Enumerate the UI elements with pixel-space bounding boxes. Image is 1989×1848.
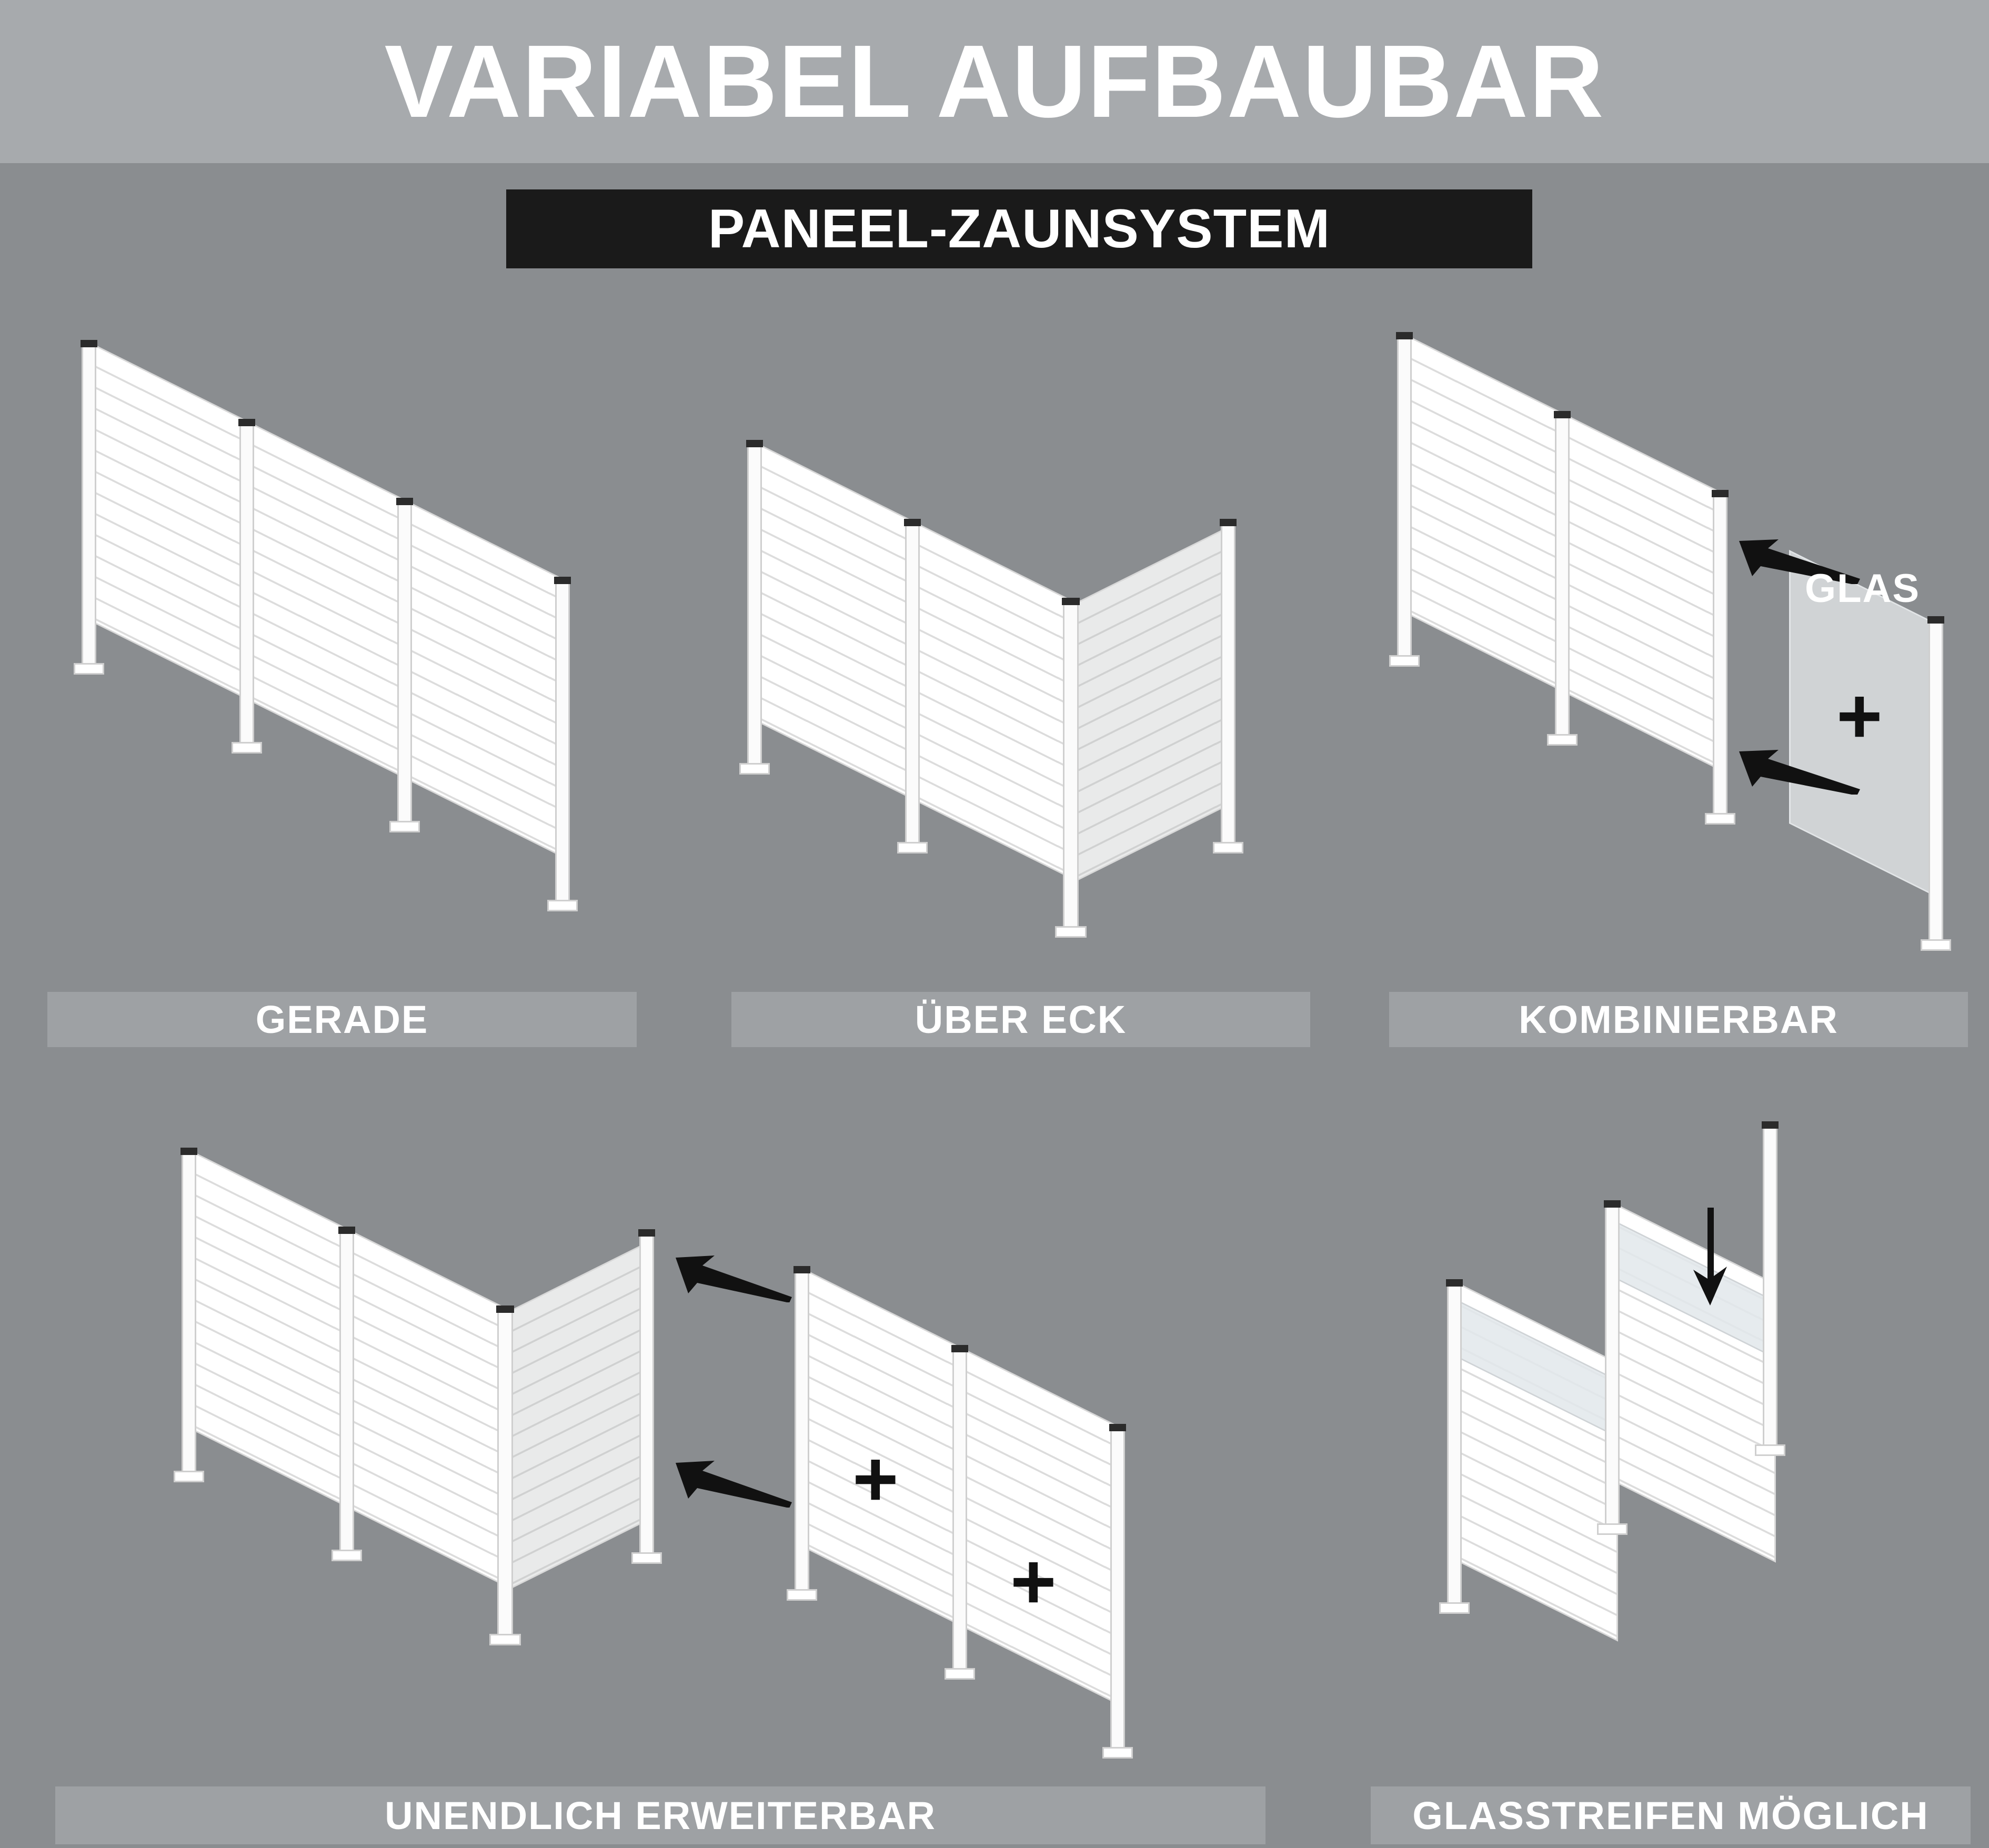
post-cap: [793, 1266, 810, 1273]
caption-label: UNENDLICH ERWEITERBAR: [385, 1793, 936, 1837]
fence-post: [555, 581, 570, 902]
post-cap: [1712, 490, 1729, 497]
fence-post: [639, 1234, 654, 1555]
fence-post: [182, 1152, 196, 1473]
post-foot: [174, 1471, 204, 1482]
fence-post: [747, 445, 762, 766]
panel-slats: [96, 347, 251, 700]
figure-ueber-eck: [731, 416, 1310, 979]
caption-label: KOMBINIERBAR: [1519, 998, 1839, 1041]
post-cap: [1109, 1424, 1126, 1431]
fence-post: [1110, 1429, 1125, 1750]
fence-panel: [195, 1152, 353, 1510]
post-cap: [1220, 519, 1237, 526]
post-cap: [904, 519, 921, 526]
fence-post-corner: [497, 1310, 513, 1636]
fence-post: [1605, 1205, 1620, 1526]
post-foot: [74, 663, 104, 675]
caption-unendlich: [55, 1786, 1265, 1844]
figure-kombinierbar: [1373, 305, 1978, 979]
post-foot: [1389, 655, 1420, 667]
post-foot: [1102, 1747, 1133, 1759]
post-foot: [739, 763, 770, 775]
fence-post: [905, 524, 920, 845]
caption-label: GERADE: [255, 998, 429, 1041]
panel-slats: [920, 526, 1074, 879]
subtitle-badge: [506, 189, 1532, 268]
post-cap: [338, 1227, 355, 1234]
fence-panel: [1460, 1284, 1618, 1642]
fence-panel: [1568, 416, 1726, 774]
post-cap: [180, 1148, 197, 1155]
plus-sign: +: [1836, 671, 1883, 760]
arrow-icon: [674, 1252, 795, 1302]
panel-slats: [1412, 339, 1566, 692]
panel-slats: [354, 1233, 509, 1586]
post-cap: [1762, 1121, 1779, 1129]
figure-glasstreifen: [1368, 1131, 1968, 1789]
post-cap: [1554, 411, 1571, 418]
fence-post: [1397, 337, 1412, 658]
panel-slats: [762, 447, 917, 800]
arrow-down-icon: [1689, 1208, 1731, 1308]
post-foot: [1755, 1444, 1785, 1456]
caption-ueber-eck: [731, 992, 1310, 1047]
fence-post: [1928, 621, 1943, 942]
plus-sign: +: [1010, 1537, 1057, 1625]
fence-panel: [253, 424, 410, 781]
panel-slats: [254, 426, 409, 779]
fence-panel-corner: [510, 1239, 652, 1589]
panel-slats: [512, 1242, 651, 1587]
arrow-icon: [674, 1458, 795, 1508]
post-cap: [1062, 598, 1080, 605]
caption-gerade: [47, 992, 637, 1047]
fence-post: [1555, 416, 1570, 737]
post-foot: [1921, 939, 1951, 951]
caption-label: ÜBER ECK: [915, 998, 1127, 1041]
post-cap: [81, 340, 97, 347]
caption-kombinierbar: [1389, 992, 1968, 1047]
fence-panel: [410, 503, 568, 860]
post-foot: [232, 742, 262, 754]
post-cap: [496, 1305, 514, 1313]
page-title: VARIABEL AUFBAUBAR: [384, 24, 1605, 139]
panel-slats: [1570, 418, 1724, 771]
post-foot: [1597, 1523, 1628, 1535]
fence-post: [952, 1350, 967, 1671]
post-foot: [787, 1589, 817, 1601]
post-foot: [631, 1552, 662, 1564]
post-foot: [489, 1634, 521, 1645]
post-cap: [951, 1345, 968, 1352]
post-foot: [1547, 734, 1578, 746]
post-foot: [1213, 842, 1243, 853]
fence-post: [339, 1231, 354, 1552]
caption-glasstreifen: [1371, 1786, 1971, 1844]
panel-slats: [412, 505, 567, 858]
post-foot: [1705, 813, 1735, 825]
post-foot: [332, 1550, 362, 1561]
post-cap: [554, 577, 571, 584]
post-foot: [1055, 926, 1087, 938]
fence-panel: [353, 1231, 510, 1589]
fence-panel: [1410, 337, 1568, 695]
fence-post: [1447, 1284, 1462, 1605]
post-foot: [389, 821, 420, 832]
fence-post: [1221, 524, 1235, 845]
caption-label: GLASSTREIFEN MÖGLICH: [1412, 1793, 1929, 1837]
fence-panel: [760, 445, 918, 802]
post-cap: [238, 419, 255, 426]
fence-panel: [918, 524, 1076, 881]
post-foot: [1439, 1602, 1470, 1614]
panel-slats: [1078, 526, 1232, 879]
fence-post-corner: [1063, 602, 1079, 929]
fence-panel-corner: [1076, 524, 1234, 881]
header-band: [0, 0, 1989, 163]
post-cap: [746, 440, 763, 447]
fence-post: [239, 424, 254, 745]
fence-post: [1713, 495, 1727, 816]
post-cap: [1927, 616, 1944, 624]
fence-post: [1763, 1126, 1777, 1447]
post-cap: [638, 1229, 655, 1237]
plus-sign: +: [852, 1434, 899, 1523]
figure-gerade: [47, 316, 637, 979]
post-foot: [897, 842, 928, 853]
fence-panel-added: [966, 1350, 1123, 1708]
fence-post: [397, 503, 412, 823]
post-cap: [396, 498, 413, 505]
subtitle-text: PANEEL-ZAUNSYSTEM: [708, 198, 1331, 259]
arrow-icon: [1736, 747, 1863, 795]
fence-post: [795, 1271, 809, 1592]
post-foot: [547, 900, 578, 911]
fence-post: [82, 345, 96, 666]
panel-slats: [967, 1352, 1122, 1705]
fence-panel: [95, 345, 253, 702]
post-cap: [1604, 1200, 1621, 1208]
figure-unendlich-erweiterbar: [147, 1121, 1173, 1779]
glass-label: GLAS: [1805, 566, 1921, 611]
post-cap: [1446, 1279, 1463, 1287]
post-foot: [945, 1668, 975, 1680]
panel-slats: [196, 1154, 351, 1508]
post-cap: [1396, 332, 1413, 339]
